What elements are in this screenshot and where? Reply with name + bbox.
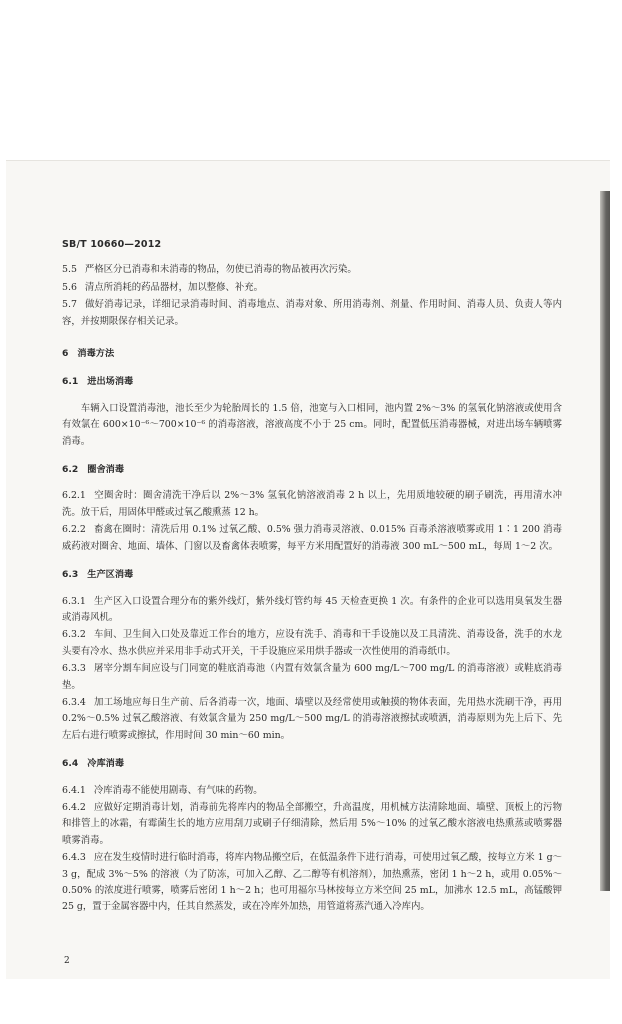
document-code: SB/T 10660—2012 [62,239,162,250]
heading-number: 6.4 [62,758,79,770]
clause-text: 畜禽在圈时：清洗后用 0.1% 过氧乙酸、0.5% 强力消毒灵溶液、0.015% 百毒杀溶液喷雾或用 1∶1 200 消毒威药液对圈舍、地面、墙体、门窗以及畜禽体表喷雾，每平方米用配置好的消毒液 300 mL～500 mL，每周 1～2 次。 [62,524,562,552]
section-heading-6-1 [62,374,562,390]
clause-number: 5.5 [62,264,77,276]
sections [62,262,562,915]
scan-binding-edge [600,191,610,891]
clause-5-5 [62,262,562,278]
clause-6-3-2 [62,627,562,660]
section-heading-6-3 [62,567,562,583]
clause-number: 6.4.2 [62,801,86,813]
clause-6-3-1 [62,594,562,627]
clause-text: 应做好定期消毒计划，消毒前先将库内的物品全部搬空，升高温度，用机械方法清除地面、墙壁、顶板上的污物和排管上的冰霜，有霉菌生长的地方应用刮刀或刷子仔细清除，然后用 5%～10% 的过氧乙酸水溶液电热熏蒸或喷雾器喷雾消毒。 [62,801,562,846]
paragraph-6-1: 车辆入口设置消毒池，池长至少为轮胎周长的 1.5 倍，池宽与入口相同，池内置 2%～3% 的氢氧化钠溶液或使用含有效氯在 600×10⁻⁶～700×10⁻⁶ 的消毒溶液，溶液高度不小于 25 cm。同时，配置低压消毒器械，对进出场车辆喷雾消毒。 [62,402,562,447]
clause-6-3-3 [62,661,562,694]
clause-number: 6.4.1 [62,784,86,796]
clause-text: 应在发生疫情时进行临时消毒，将库内物品搬空后，在低温条件下进行消毒，可使用过氧乙酸，按每立方米 1 g～3 g，配成 3%～5% 的溶液（为了防冻，可加入乙醇、乙二醇等有机溶剂），加热熏蒸，密闭 1 h～2 h，或用 0.05%～0.50% 的浓度进行喷雾，喷雾后密闭 1 h～2 h；也可用福尔马林按每立方米空间 25 mL，加沸水 12.5 mL，高锰酸钾 25 g，置于金属容器中内，任其自然蒸发，或在冷库外加热，用管道将蒸汽通入冷库内。 [62,852,562,913]
heading-text: 消毒方法 [77,348,115,360]
clause-text: 严格区分已消毒和未消毒的物品，勿使已消毒的物品被再次污染。 [84,264,357,276]
heading-number: 6.1 [62,376,79,388]
heading-text: 冷库消毒 [87,758,125,770]
clause-number: 6.3.1 [62,595,86,607]
clause-number: 6.3.4 [62,696,86,708]
clause-number: 6.3.2 [62,629,86,641]
heading-text: 进出场消毒 [87,376,134,388]
section-heading-6-4 [62,756,562,772]
clause-number: 6.2.1 [62,490,86,502]
clause-6-4-3 [62,850,562,916]
clause-text: 清点所消耗的药品器材，加以整修、补充。 [84,281,264,293]
clause-number: 6.4.3 [62,852,86,864]
heading-number: 6.3 [62,569,79,581]
document-page [6,160,610,979]
section-heading-6 [62,346,562,362]
page-content [62,237,562,917]
clause-text: 加工场地应每日生产前、后各消毒一次，地面、墙壁以及经常使用或触摸的物体表面，先用热水洗刷干净，再用 0.2%～0.5% 过氧乙酸溶液、有效氯含量为 250 mg/L～500 mg/L 的消毒溶液擦拭或喷洒，消毒原则为先上后下、先左后右进行喷雾或擦拭，作用时间 30 min～60 min。 [62,696,562,741]
clause-6-4-1 [62,783,562,799]
clause-5-7 [62,297,562,330]
clause-6-2-1 [62,488,562,521]
clause-5-6 [62,280,562,296]
heading-text: 生产区消毒 [87,569,134,581]
clause-number: 5.7 [62,299,77,311]
clause-text: 空圈舍时：圈舍清洗干净后以 2%～3% 氢氧化钠溶液消毒 2 h 以上，先用质地较硬的刷子刷洗，再用清水冲洗。放干后，用固体甲醛或过氧乙酸熏蒸 12 h。 [62,490,562,518]
clause-6-2-2 [62,522,562,555]
section-heading-6-2 [62,462,562,478]
page-number: 2 [64,956,70,966]
clause-text: 屠宰分割车间应设与门同宽的鞋底消毒池（内置有效氯含量为 600 mg/L～700 mg/L 的消毒溶液）或鞋底消毒垫。 [62,663,562,691]
clause-6-4-2 [62,800,562,849]
clause-number: 6.3.3 [62,663,86,675]
clause-text: 车间、卫生间入口处及靠近工作台的地方，应设有洗手、消毒和干手设施以及工具清洗、消毒设备，洗手的水龙头要有冷水、热水供应并采用非手动式开关，干手设施应采用烘手器或一次性使用的消毒纸巾。 [62,629,562,657]
clause-number: 6.2.2 [62,524,86,536]
heading-number: 6.2 [62,464,79,476]
clause-6-3-4 [62,695,562,744]
clause-text: 冷库消毒不能使用剧毒、有气味的药物。 [93,784,263,796]
clause-text: 生产区入口设置合理分布的紫外线灯，紫外线灯管约每 45 天检查更换 1 次。有条件的企业可以选用臭氧发生器或消毒风机。 [62,595,562,623]
heading-text: 圈舍消毒 [87,464,125,476]
heading-number: 6 [62,348,69,360]
clause-text: 做好消毒记录，详细记录消毒时间、消毒地点、消毒对象、所用消毒剂、剂量、作用时间、消毒人员、负责人等内容，并按期限保存相关记录。 [62,299,562,327]
clause-number: 5.6 [62,281,77,293]
